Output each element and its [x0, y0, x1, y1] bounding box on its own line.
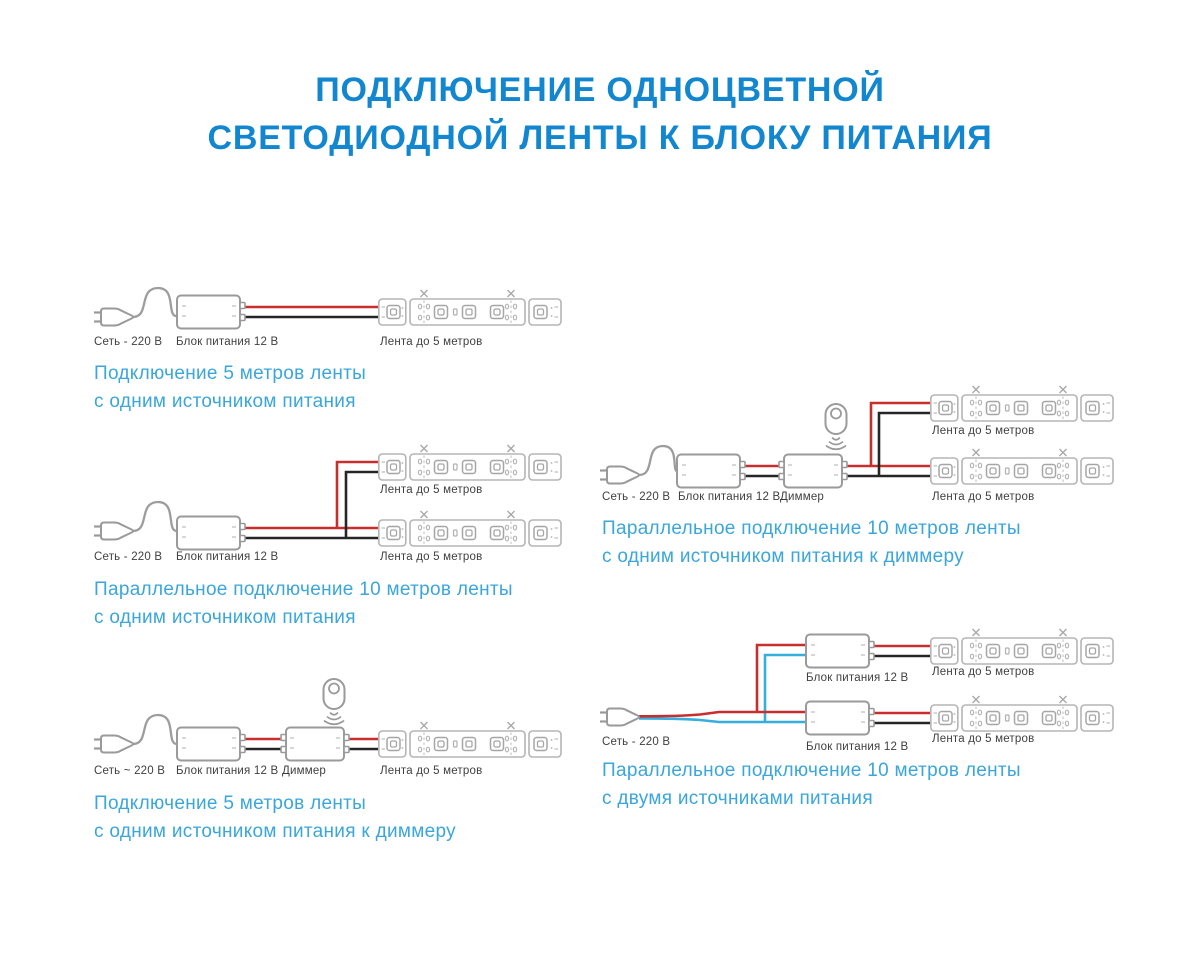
page-title-line2: СВЕТОДИОДНОЙ ЛЕНТЫ К БЛОКУ ПИТАНИЯ — [207, 119, 993, 157]
diagram-1-single-strip — [94, 288, 561, 329]
d5-caption — [602, 757, 1021, 813]
d1-caption-line1: Подключение 5 метров ленты — [94, 363, 367, 384]
d1-caption — [94, 360, 366, 416]
d2-caption — [94, 576, 513, 632]
d5-mains-label: Сеть - 220 В — [602, 736, 671, 748]
power-supply-box — [177, 728, 245, 761]
d5-psu-top-label: Блок питания 12 В — [806, 672, 909, 684]
d2-caption-line1: Параллельное подключение 10 метров ленты — [94, 579, 513, 600]
d3-caption-line2: с одним источником питания к диммеру — [94, 821, 456, 842]
remote-icon — [324, 679, 345, 724]
mains-cable — [639, 446, 679, 475]
led-strip-bottom — [379, 511, 561, 546]
power-supply-box — [177, 296, 245, 329]
diagram-4-dimmer-parallel — [600, 386, 1113, 488]
plug-icon — [600, 709, 639, 726]
d2-strip-top-label: Лента до 5 метров — [380, 484, 483, 496]
diagram-2-parallel-one-psu — [94, 445, 561, 550]
d4-dimmer-label: Диммер — [780, 491, 825, 503]
d4-mains-label: Сеть - 220 В — [602, 491, 671, 503]
d5-strip-bottom-label: Лента до 5 метров — [932, 733, 1035, 745]
d3-strip-label: Лента до 5 метров — [380, 765, 483, 777]
d2-mains-label: Сеть - 220 В — [94, 551, 163, 563]
power-supply-box — [677, 455, 745, 488]
power-supply-box-top — [806, 635, 874, 668]
d4-psu-label: Блок питания 12 В — [678, 491, 781, 503]
d4-caption — [602, 515, 1021, 571]
d4-caption-line2: с одним источником питания к диммеру — [602, 546, 964, 567]
d1-caption-line2: с одним источником питания — [94, 391, 356, 412]
plug-icon — [94, 309, 133, 326]
led-strip-top — [379, 445, 561, 480]
d3-caption — [94, 790, 456, 846]
led-strip-bottom — [931, 449, 1113, 484]
d1-psu-label: Блок питания 12 В — [176, 336, 279, 348]
plug-icon — [94, 523, 133, 540]
d2-caption-line2: с одним источником питания — [94, 607, 356, 628]
d5-caption-line1: Параллельное подключение 10 метров ленты — [602, 760, 1021, 781]
led-strip-bottom — [931, 696, 1113, 731]
d3-caption-line1: Подключение 5 метров ленты — [94, 793, 367, 814]
remote-icon — [826, 404, 847, 449]
d5-strip-top-label: Лента до 5 метров — [932, 666, 1035, 678]
d3-mains-label: Сеть ~ 220 В — [94, 765, 166, 777]
mains-cable — [133, 715, 177, 744]
d1-strip-label: Лента до 5 метров — [380, 336, 483, 348]
diagram-3-dimmer-single-strip — [94, 679, 561, 761]
led-strip-top — [931, 386, 1113, 421]
power-supply-box-bottom — [806, 702, 874, 735]
d4-caption-line1: Параллельное подключение 10 метров ленты — [602, 518, 1021, 539]
plug-icon — [94, 736, 133, 753]
dimmer-box — [779, 455, 847, 488]
d3-psu-label: Блок питания 12 В — [176, 765, 279, 777]
led-strip — [379, 290, 561, 325]
d4-strip-bottom-label: Лента до 5 метров — [932, 491, 1035, 503]
dimmer-box — [281, 728, 349, 761]
d2-strip-bottom-label: Лента до 5 метров — [380, 551, 483, 563]
mains-cable — [133, 288, 177, 317]
mains-cable — [133, 502, 177, 531]
led-strip-top — [931, 629, 1113, 664]
d5-psu-bottom-label: Блок питания 12 В — [806, 741, 909, 753]
d3-dimmer-label: Диммер — [282, 765, 327, 777]
led-strip — [379, 722, 561, 757]
d4-strip-top-label: Лента до 5 метров — [932, 425, 1035, 437]
d1-mains-label: Сеть - 220 В — [94, 336, 163, 348]
d5-caption-line2: с двумя источниками питания — [602, 788, 873, 809]
power-supply-box — [177, 517, 245, 550]
plug-icon — [600, 467, 639, 484]
page-title-line1: ПОДКЛЮЧЕНИЕ ОДНОЦВЕТНОЙ — [315, 71, 885, 109]
d2-psu-label: Блок питания 12 В — [176, 551, 279, 563]
